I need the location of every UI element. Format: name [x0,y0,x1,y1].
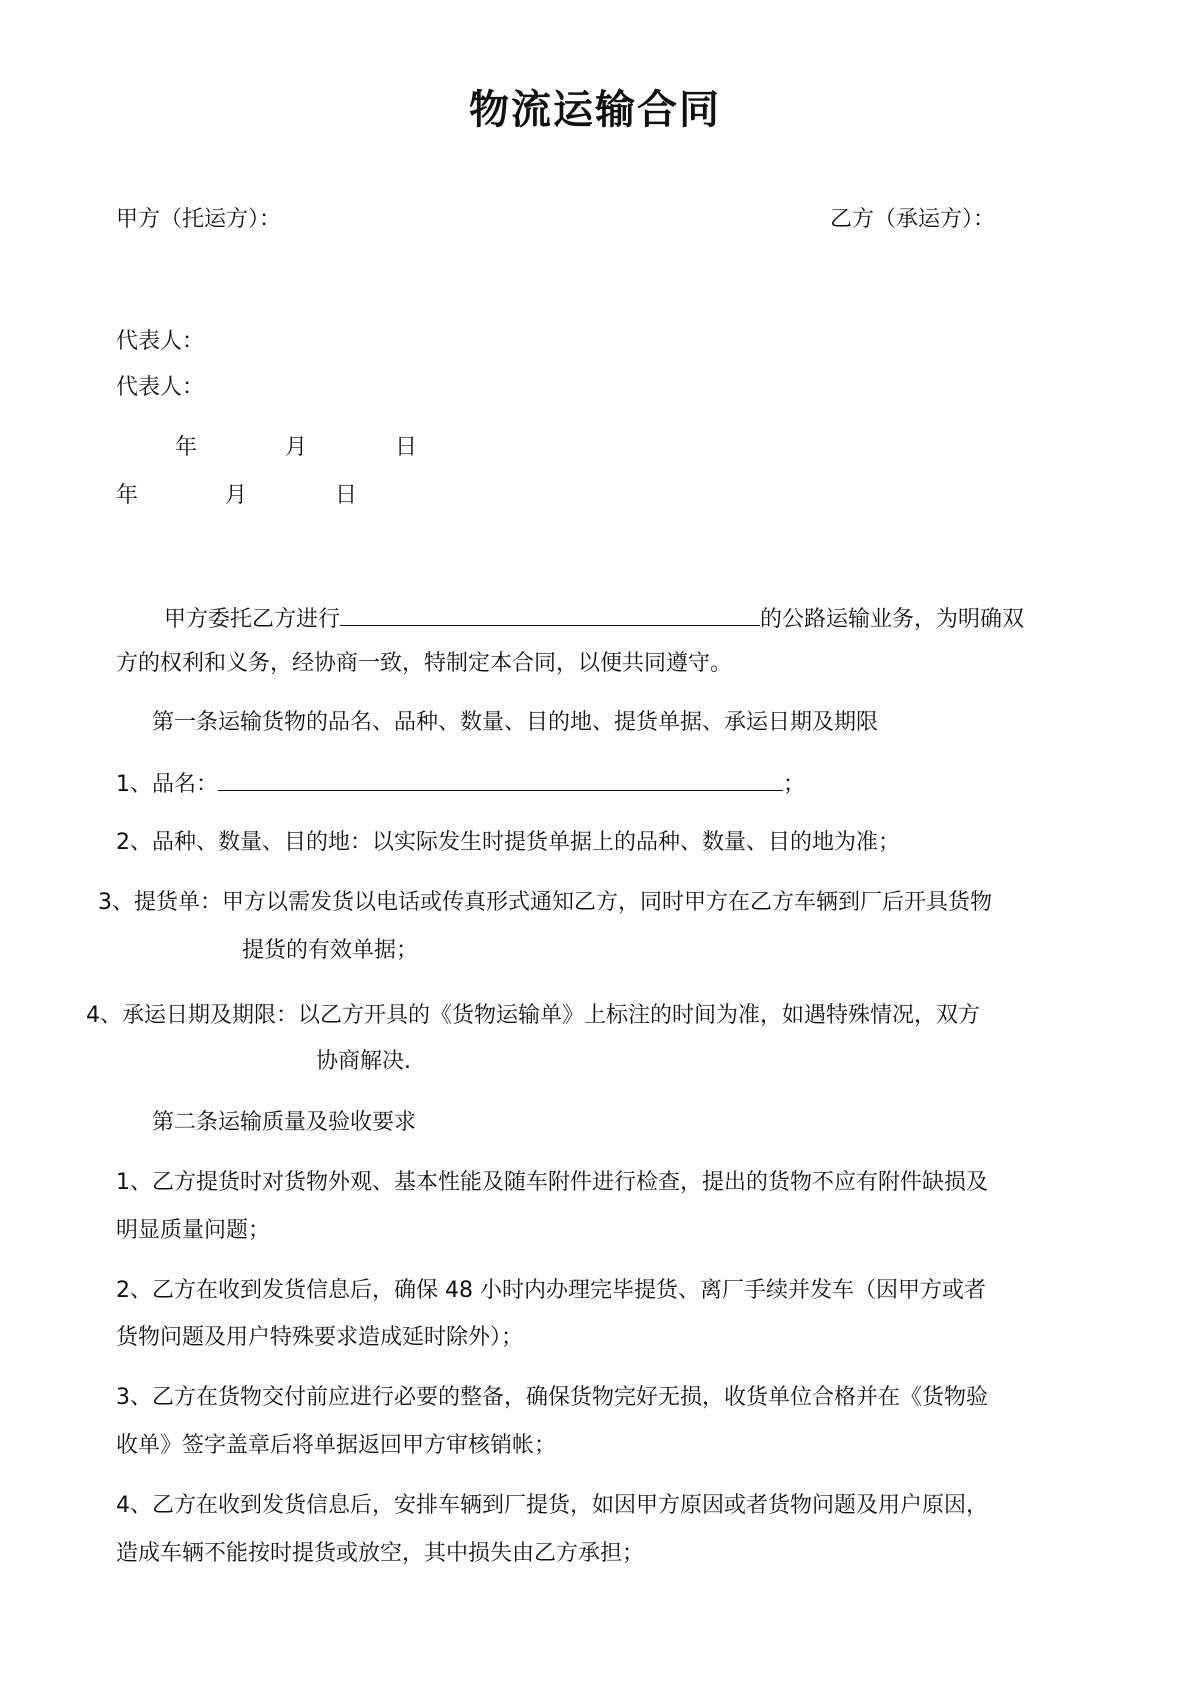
article-2-item-3-line-1: 3、乙方在货物交付前应进行必要的整备，确保货物完好无损，收货单位合格并在《货物验 [116,1385,989,1410]
preamble-line-2: 方的权利和义务，经协商一致，特制定本合同，以便共同遵守。 [116,651,733,676]
article-1-item-4-line-1: 4、承运日期及期限：以乙方开具的《货物运输单》上标注的时间为准，如遇特殊情况，双方 [86,1003,981,1028]
item-1-label: 1、品名： [116,772,218,797]
product-name-blank-line [218,768,783,791]
article-2-item-3-line-2: 收单》签字盖章后将单据返回甲方审核销帐； [116,1433,557,1458]
article-2-item-1-line-1: 1、乙方提货时对货物外观、基本性能及随车附件进行检查，提出的货物不应有附件缺损及 [116,1170,989,1195]
article-2-item-4-line-2: 造成车辆不能按时提货或放空，其中损失由乙方承担； [116,1541,645,1566]
date-a-year: 年 [175,435,198,460]
preamble-part-2: 的公路运输业务，为明确双 [760,607,1025,632]
document-title: 物流运输合同 [469,87,721,133]
article-1-item-3-line-2: 提货的有效单据； [242,938,419,963]
article-2-item-4-line-1: 4、乙方在收到发货信息后，安排车辆到厂提货，如因甲方原因或者货物问题及用户原因， [116,1493,989,1518]
representative-a-label: 代表人： [116,329,205,354]
date-a-month: 月 [285,435,308,460]
preamble-part-1: 甲方委托乙方进行 [164,607,341,632]
preamble-line-1 [164,603,1024,635]
article-1-item-2: 2、品种、数量、目的地：以实际发生时提货单据上的品种、数量、目的地为准； [116,830,900,855]
date-b-year: 年 [116,483,139,508]
article-2-item-2-line-2: 货物问题及用户特殊要求造成延时除外）； [116,1325,524,1350]
representative-b-label: 代表人： [116,375,205,400]
article-2-item-2-line-1: 2、乙方在收到发货信息后，确保 48 小时内办理完毕提货、离厂手续并发车（因甲方或者 [116,1278,986,1303]
article-2-item-1-line-2: 明显质量问题； [116,1218,271,1243]
article-1-heading: 第一条运输货物的品名、品种、数量、目的地、提货单据、承运日期及期限 [152,710,879,735]
article-1-item-4-line-2: 协商解决. [316,1049,411,1074]
party-a-label: 甲方（托运方）： [116,207,282,232]
date-a-day: 日 [395,435,418,460]
date-b-day: 日 [335,483,358,508]
transport-blank-line [340,603,760,626]
article-2-heading: 第二条运输质量及验收要求 [152,1110,417,1135]
party-b-label: 乙方（承运方）： [830,207,996,232]
article-1-item-1 [116,768,805,800]
article-1-item-3-line-1: 3、提货单：甲方以需发货以电话或传真形式通知乙方，同时甲方在乙方车辆到厂后开具货物 [98,890,993,915]
date-b-month: 月 [225,483,248,508]
item-1-end: ； [783,772,806,797]
